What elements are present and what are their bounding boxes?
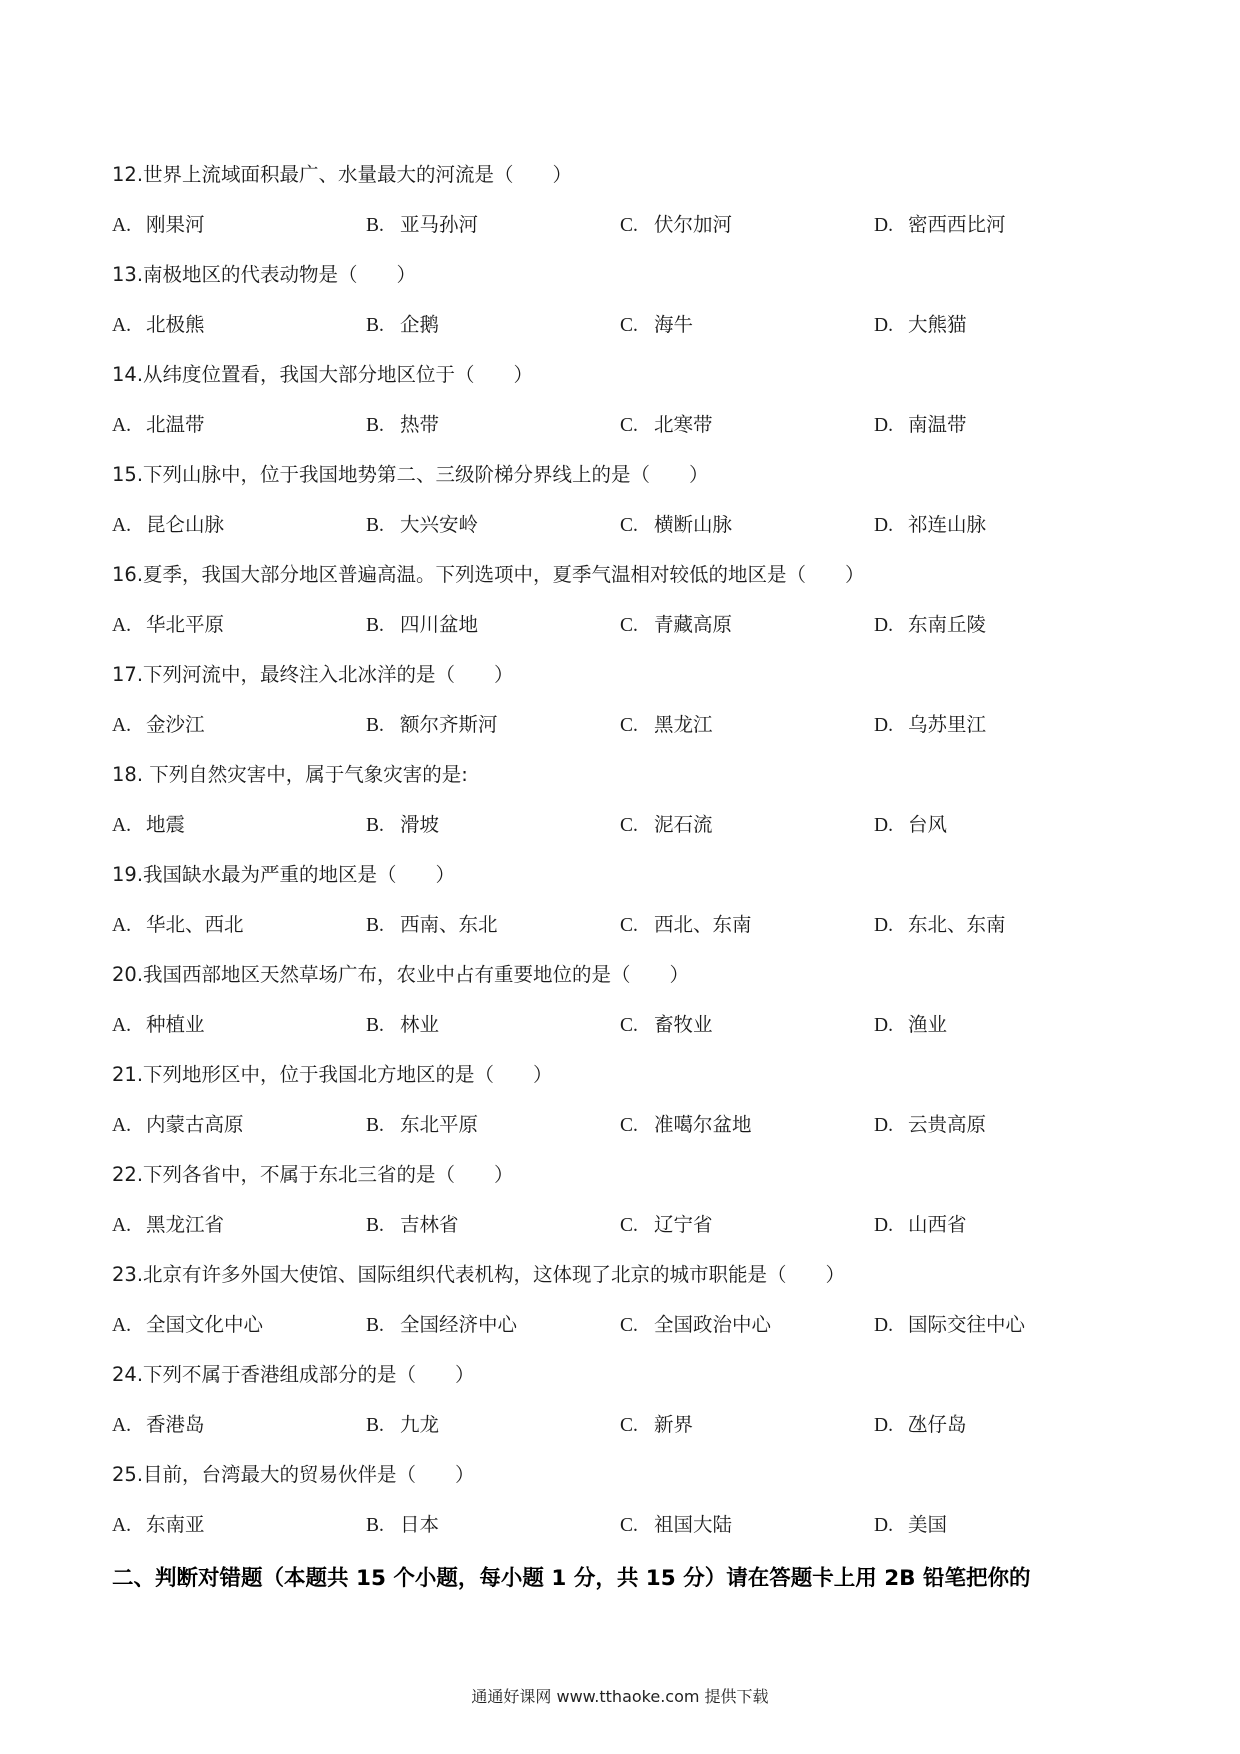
option [366, 600, 620, 650]
option-text: 地震 [146, 813, 186, 836]
option-text: 九龙 [400, 1413, 440, 1436]
option-letter: D. [874, 1015, 893, 1036]
option [874, 500, 1142, 550]
option-letter: B. [366, 1015, 384, 1036]
option-text: 乌苏里江 [908, 713, 987, 736]
option [112, 1000, 366, 1050]
options-row [112, 900, 1142, 950]
option-letter: C. [620, 1115, 638, 1136]
option-letter: B. [366, 1315, 384, 1336]
option-letter: C. [620, 815, 638, 836]
option-letter: B. [366, 1215, 384, 1236]
option [112, 1400, 366, 1450]
option [366, 1100, 620, 1150]
option [366, 1400, 620, 1450]
option-text: 氹仔岛 [908, 1413, 967, 1436]
question-text: 12.世界上流域面积最广、水量最大的河流是（ ） [112, 163, 573, 186]
option-text: 东北、东南 [908, 913, 1006, 936]
option-letter: B. [366, 515, 384, 536]
option-text: 国际交往中心 [908, 1313, 1026, 1336]
option-text: 新界 [654, 1413, 694, 1436]
option-text: 海牛 [654, 313, 694, 336]
option [874, 300, 1142, 350]
option-letter: A. [112, 515, 131, 536]
option-text: 种植业 [146, 1013, 205, 1036]
option-letter: D. [874, 615, 893, 636]
option-letter: D. [874, 1415, 893, 1436]
option-letter: D. [874, 915, 893, 936]
option [112, 1100, 366, 1150]
options-row [112, 400, 1142, 450]
option-letter: A. [112, 1315, 131, 1336]
option-text: 美国 [908, 1513, 948, 1536]
option-text: 伏尔加河 [654, 213, 733, 236]
option-text: 东南亚 [146, 1513, 205, 1536]
option [620, 500, 874, 550]
option-letter: C. [620, 415, 638, 436]
option-letter: D. [874, 815, 893, 836]
option [874, 1000, 1142, 1050]
option-text: 全国文化中心 [146, 1313, 264, 1336]
option [620, 1500, 874, 1550]
option-text: 云贵高原 [908, 1113, 987, 1136]
option-text: 祁连山脉 [908, 513, 987, 536]
option-text: 南温带 [908, 413, 967, 436]
option [620, 1300, 874, 1350]
question-text: 24.下列不属于香港组成部分的是（ ） [112, 1363, 475, 1386]
option-text: 企鹅 [400, 313, 440, 336]
option-letter: D. [874, 415, 893, 436]
option-text: 北寒带 [654, 413, 713, 436]
option-text: 准噶尔盆地 [654, 1113, 752, 1136]
option-text: 华北、西北 [146, 913, 244, 936]
option-letter: C. [620, 215, 638, 236]
option-letter: A. [112, 1115, 131, 1136]
options-row [112, 300, 1142, 350]
option [874, 800, 1142, 850]
option-letter: C. [620, 315, 638, 336]
question-text: 21.下列地形区中，位于我国北方地区的是（ ） [112, 1063, 553, 1086]
option-letter: C. [620, 1515, 638, 1536]
option-text: 香港岛 [146, 1413, 205, 1436]
option-letter: A. [112, 915, 131, 936]
option-text: 西北、东南 [654, 913, 752, 936]
option-letter: A. [112, 415, 131, 436]
question-text: 16.夏季，我国大部分地区普遍高温。下列选项中，夏季气温相对较低的地区是（ ） [112, 563, 865, 586]
option-text: 渔业 [908, 1013, 948, 1036]
options-row [112, 600, 1142, 650]
option [620, 400, 874, 450]
option-text: 密西西比河 [908, 213, 1006, 236]
question-text: 13.南极地区的代表动物是（ ） [112, 263, 417, 286]
question-text: 23.北京有许多外国大使馆、国际组织代表机构，这体现了北京的城市职能是（ ） [112, 1263, 846, 1286]
options-row [112, 700, 1142, 750]
options-row [112, 200, 1142, 250]
option-text: 四川盆地 [400, 613, 479, 636]
option [112, 200, 366, 250]
option [366, 1000, 620, 1050]
option-letter: C. [620, 715, 638, 736]
option [366, 200, 620, 250]
question-text: 20.我国西部地区天然草场广布，农业中占有重要地位的是（ ） [112, 963, 690, 986]
option-letter: D. [874, 1215, 893, 1236]
option [620, 1200, 874, 1250]
option-letter: D. [874, 1115, 893, 1136]
options-row [112, 1300, 1142, 1350]
option [874, 600, 1142, 650]
option-text: 热带 [400, 413, 440, 436]
option-letter: C. [620, 515, 638, 536]
option-letter: B. [366, 815, 384, 836]
question-text: 22.下列各省中，不属于东北三省的是（ ） [112, 1163, 514, 1186]
option [366, 300, 620, 350]
option-text: 额尔齐斯河 [400, 713, 498, 736]
option [620, 700, 874, 750]
options-row [112, 1000, 1142, 1050]
option-letter: D. [874, 315, 893, 336]
option-text: 台风 [908, 813, 948, 836]
page-footer: 通通好课网 www.tthaoke.com 提供下载 [471, 1687, 769, 1706]
option-text: 昆仑山脉 [146, 513, 225, 536]
option [874, 900, 1142, 950]
option-letter: B. [366, 315, 384, 336]
option-letter: B. [366, 715, 384, 736]
option-letter: D. [874, 715, 893, 736]
option [874, 1100, 1142, 1150]
option-text: 横断山脉 [654, 513, 733, 536]
option-letter: A. [112, 1215, 131, 1236]
option-text: 北极熊 [146, 313, 205, 336]
option [112, 900, 366, 950]
option-letter: A. [112, 1515, 131, 1536]
option-text: 内蒙古高原 [146, 1113, 244, 1136]
option [620, 1400, 874, 1450]
option [620, 600, 874, 650]
option [112, 500, 366, 550]
option-text: 北温带 [146, 413, 205, 436]
option [366, 700, 620, 750]
option-text: 畜牧业 [654, 1013, 713, 1036]
option [874, 700, 1142, 750]
question-list [112, 150, 1142, 1606]
option-letter: C. [620, 615, 638, 636]
option [366, 500, 620, 550]
options-row [112, 1500, 1142, 1550]
option-text: 辽宁省 [654, 1213, 713, 1236]
option-text: 刚果河 [146, 213, 205, 236]
option-text: 吉林省 [400, 1213, 459, 1236]
option [112, 300, 366, 350]
option-text: 金沙江 [146, 713, 205, 736]
option-text: 大熊猫 [908, 313, 967, 336]
option [874, 400, 1142, 450]
option-text: 亚马孙河 [400, 213, 479, 236]
option-letter: B. [366, 615, 384, 636]
option-text: 山西省 [908, 1213, 967, 1236]
option [112, 800, 366, 850]
option [112, 1200, 366, 1250]
option [366, 800, 620, 850]
option-text: 全国经济中心 [400, 1313, 518, 1336]
option [112, 600, 366, 650]
option-text: 青藏高原 [654, 613, 733, 636]
option-letter: B. [366, 1415, 384, 1436]
option-letter: C. [620, 1315, 638, 1336]
option [620, 900, 874, 950]
option-text: 日本 [400, 1513, 440, 1536]
option-letter: A. [112, 1415, 131, 1436]
option-letter: B. [366, 415, 384, 436]
option [366, 1200, 620, 1250]
option [112, 700, 366, 750]
option [366, 1500, 620, 1550]
question-text: 19.我国缺水最为严重的地区是（ ） [112, 863, 456, 886]
question-text: 25.目前，台湾最大的贸易伙伴是（ ） [112, 1463, 475, 1486]
option [874, 1300, 1142, 1350]
option-letter: B. [366, 1115, 384, 1136]
question-text: 17.下列河流中，最终注入北冰洋的是（ ） [112, 663, 514, 686]
option-letter: B. [366, 915, 384, 936]
option [874, 200, 1142, 250]
section-heading: 二、判断对错题（本题共 15 个小题，每小题 1 分，共 15 分）请在答题卡上用 2B 铅笔把你的 [112, 1566, 1031, 1591]
option-letter: D. [874, 1515, 893, 1536]
option [874, 1500, 1142, 1550]
option [620, 1100, 874, 1150]
question-text: 18. 下列自然灾害中，属于气象灾害的是: [112, 763, 468, 786]
option-letter: C. [620, 1015, 638, 1036]
option-letter: A. [112, 615, 131, 636]
option-text: 黑龙江省 [146, 1213, 225, 1236]
option-text: 祖国大陆 [654, 1513, 733, 1536]
option-letter: A. [112, 1015, 131, 1036]
option-text: 华北平原 [146, 613, 225, 636]
options-row [112, 800, 1142, 850]
options-row [112, 1200, 1142, 1250]
option-letter: D. [874, 515, 893, 536]
question-text: 15.下列山脉中，位于我国地势第二、三级阶梯分界线上的是（ ） [112, 463, 709, 486]
option-text: 大兴安岭 [400, 513, 479, 536]
option [620, 200, 874, 250]
option [112, 400, 366, 450]
option-text: 西南、东北 [400, 913, 498, 936]
option [366, 1300, 620, 1350]
option-text: 全国政治中心 [654, 1313, 772, 1336]
option-letter: B. [366, 1515, 384, 1536]
option [366, 900, 620, 950]
options-row [112, 1400, 1142, 1450]
option-letter: C. [620, 1415, 638, 1436]
option [620, 800, 874, 850]
option [620, 300, 874, 350]
option-text: 东北平原 [400, 1113, 479, 1136]
option [366, 400, 620, 450]
option [112, 1300, 366, 1350]
options-row [112, 1100, 1142, 1150]
option-text: 林业 [400, 1013, 440, 1036]
option-letter: C. [620, 1215, 638, 1236]
option [874, 1400, 1142, 1450]
option-letter: A. [112, 715, 131, 736]
option-text: 黑龙江 [654, 713, 713, 736]
option-letter: D. [874, 1315, 893, 1336]
option-letter: A. [112, 315, 131, 336]
option [620, 1000, 874, 1050]
option-letter: A. [112, 815, 131, 836]
option-text: 滑坡 [400, 813, 440, 836]
option-letter: B. [366, 215, 384, 236]
option [874, 1200, 1142, 1250]
question-text: 14.从纬度位置看，我国大部分地区位于（ ） [112, 363, 534, 386]
option-text: 东南丘陵 [908, 613, 987, 636]
option-letter: D. [874, 215, 893, 236]
option [112, 1500, 366, 1550]
option-letter: A. [112, 215, 131, 236]
option-text: 泥石流 [654, 813, 713, 836]
options-row [112, 500, 1142, 550]
option-letter: C. [620, 915, 638, 936]
